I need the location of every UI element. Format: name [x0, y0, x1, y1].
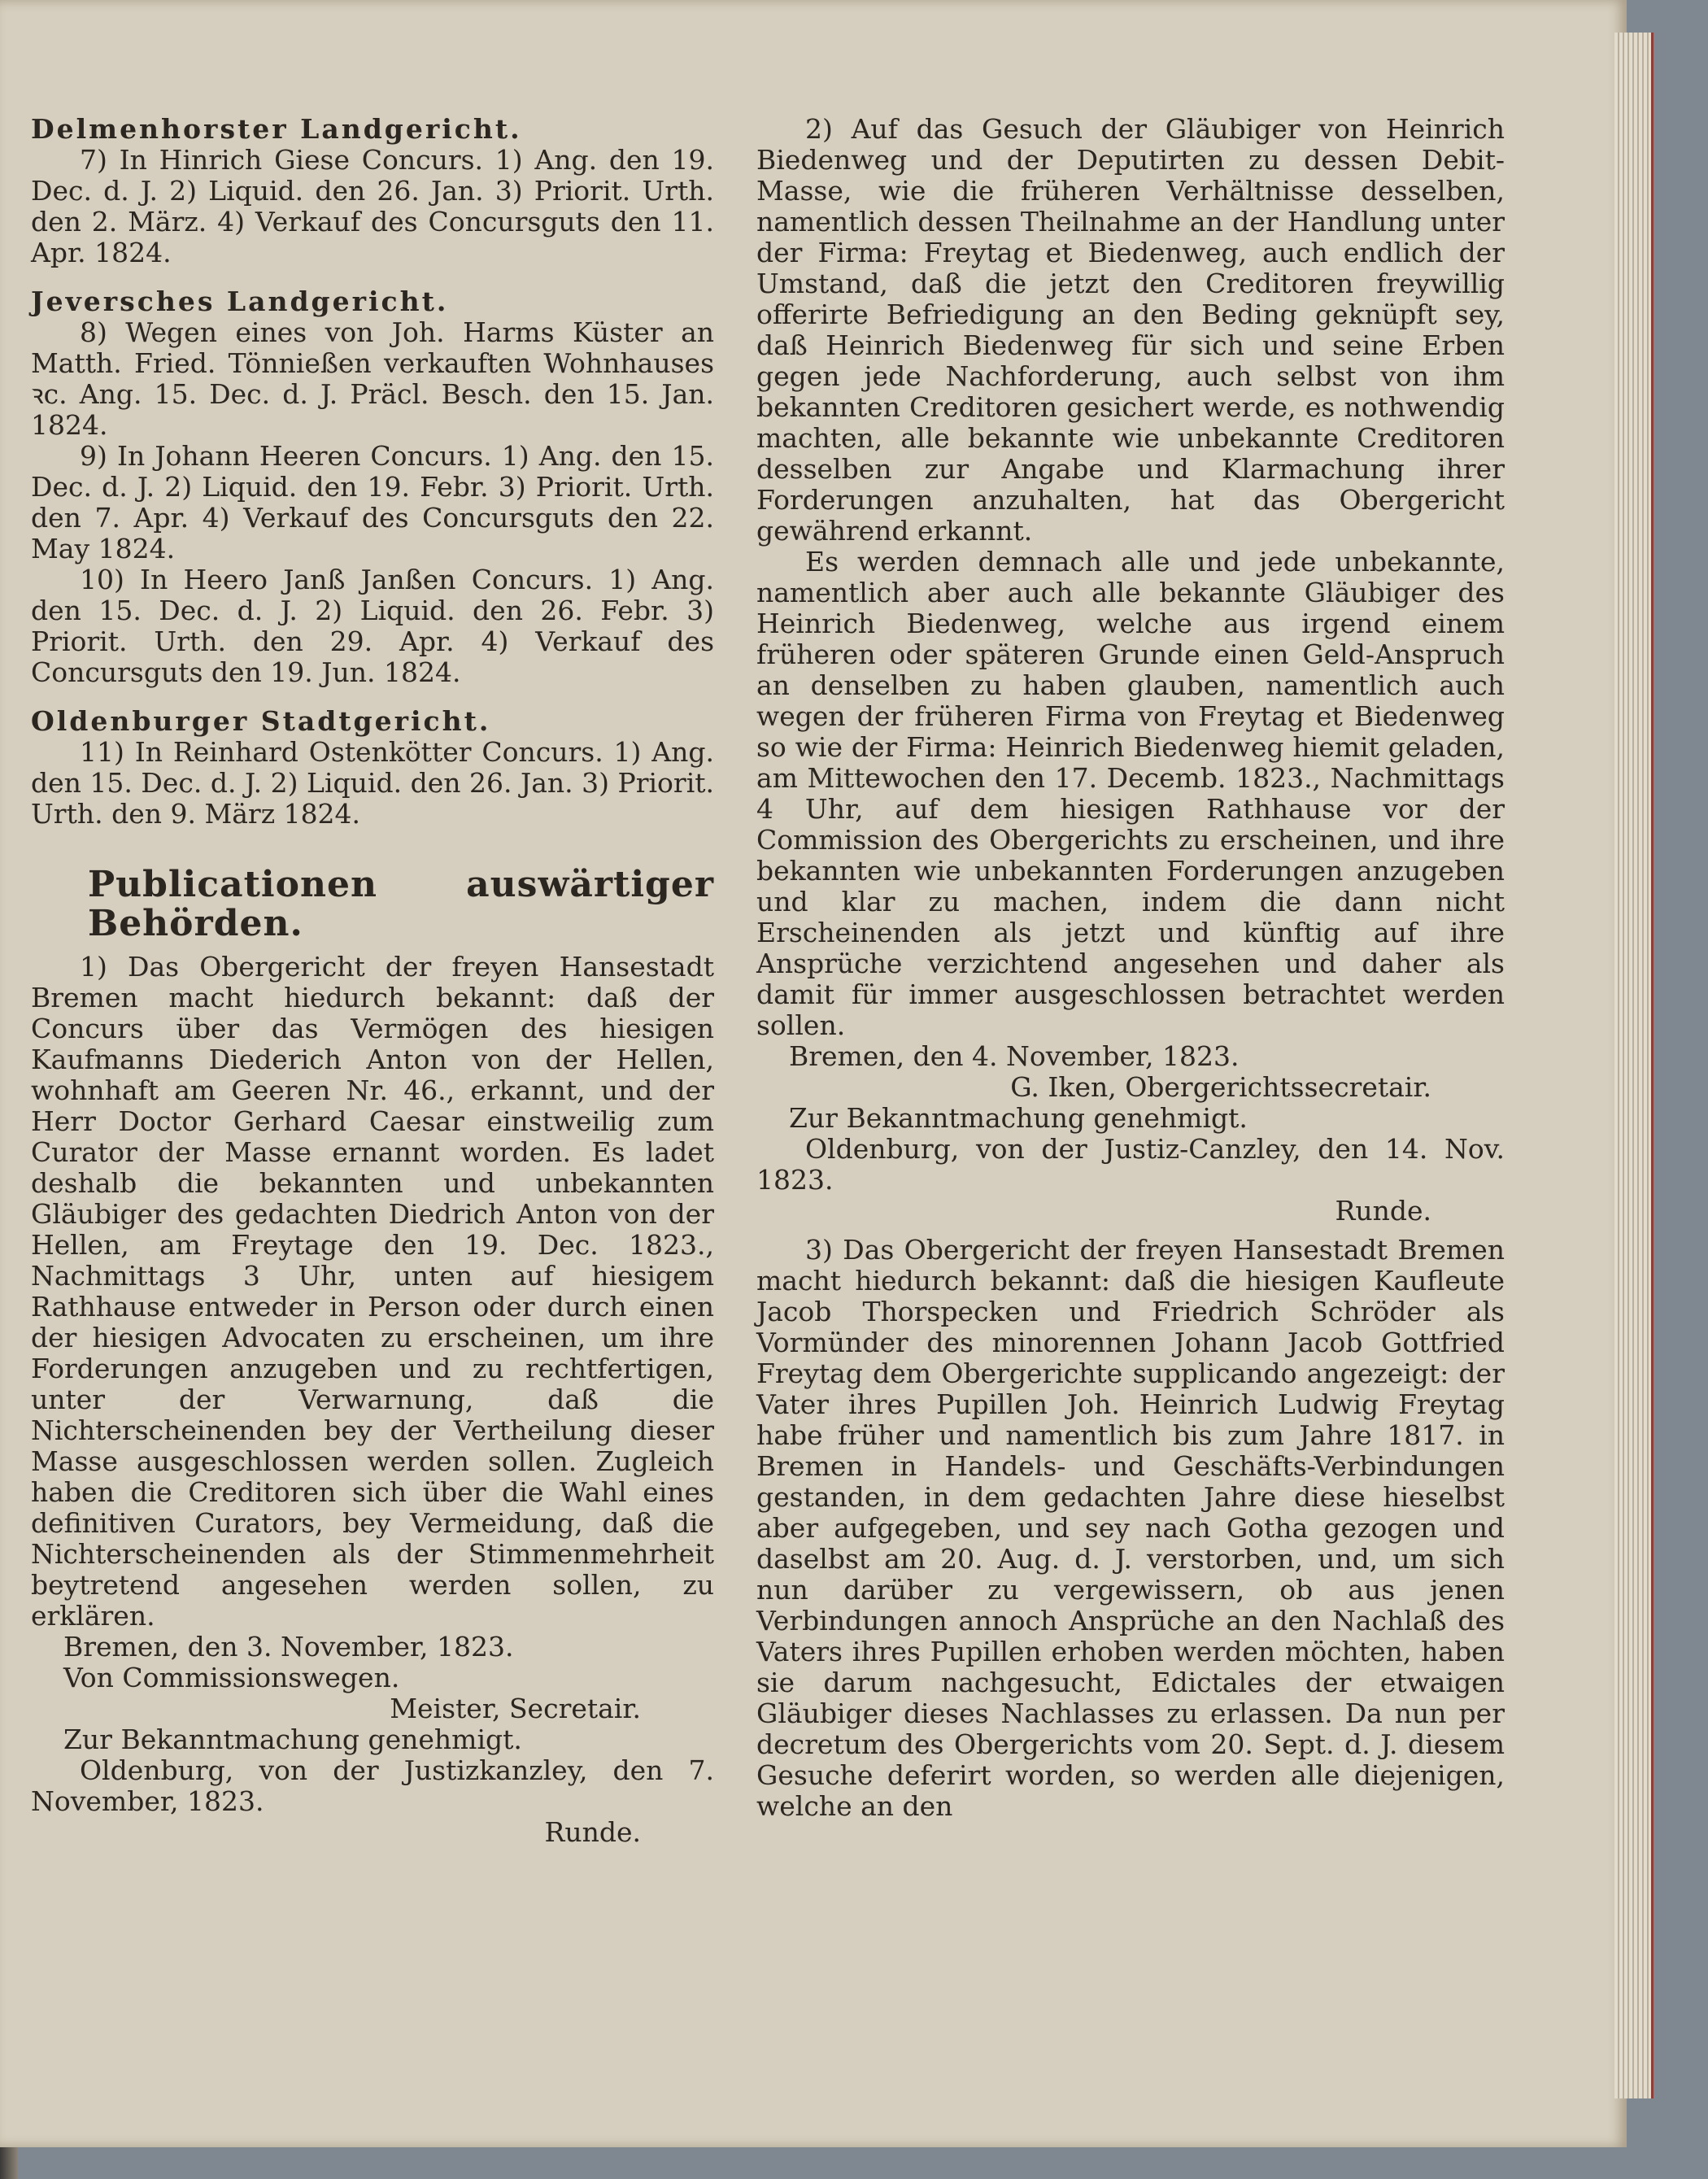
entry-8: 8) Wegen eines von Joh. Harms Küster an Matth. Fried. Tönnießen verkauften Wohnhauses ꝛc. Ang. 15. Dec. d. J. Präcl. Besch. den 15. Jan. 1824.	[31, 316, 714, 441]
publication-1-body: 1) Das Obergericht der freyen Hansestadt Bremen macht hiedurch bekannt: daß der Concurs über das Vermögen des hiesigen Kaufmanns Diederich Anton von der Hellen, wohnhaft am Geeren Nr. 46., erkannt, und der Herr Doctor Gerhard Caesar einstweilig zum Curator der Masse ernannt worden. Es ladet deshalb die bekannten und unbekannten Gläubiger des gedachten Diedrich Anton von der Hellen, am Freytage den 19. Dec. 1823., Nachmittags 3 Uhr, unten auf hiesigem Rathhause entweder in Person oder durch einen der hiesigen Advocaten zu erscheinen, um ihre Forderungen anzugeben und zu rechtfertigen, unter der Verwarnung, daß die Nichterscheinenden bey der Vertheilung dieser Masse ausgeschlossen werden sollen. Zugleich haben die Creditoren sich über die Wahl eines definitiven Curators, bey Vermeidung, daß die Nichterscheinenden als der Stimmenmehrheit beytretend angesehen werden sollen, zu erklären.	[31, 951, 714, 1632]
heading-delmenhorst: Delmenhorster Landgericht.	[31, 113, 522, 145]
publication-1-runde: Runde.	[544, 1816, 641, 1848]
entry-10: 10) In Heero Janß Janßen Concurs. 1) Ang. den 15. Dec. d. J. 2) Liquid. den 26. Febr. 3) Priorit. Urth. den 29. Apr. 4) Verkauf des Concursguts den 19. Jun. 1824.	[31, 564, 714, 688]
publication-1-date: Bremen, den 3. November, 1823.	[63, 1631, 514, 1663]
publication-1-oldenburg: Oldenburg, von der Justizkanzley, den 7. November, 1823.	[31, 1754, 714, 1817]
publication-2-signature: G. Iken, Obergerichtssecretair.	[1010, 1071, 1431, 1103]
entry-11: 11) In Reinhard Ostenkötter Concurs. 1) Ang. den 15. Dec. d. J. 2) Liquid. den 26. Jan. 3) Priorit. Urth. den 9. März 1824.	[31, 736, 714, 830]
publication-2-runde: Runde.	[1335, 1195, 1431, 1227]
right-column	[756, 114, 1505, 1822]
publication-2-approved: Zur Bekanntmachung genehmigt.	[789, 1102, 1248, 1134]
heading-jever: Jeversches Landgericht.	[31, 285, 449, 317]
entry-7: 7) In Hinrich Giese Concurs. 1) Ang. den 19. Dec. d. J. 2) Liquid. den 26. Jan. 3) Priorit. Urth. den 2. März. 4) Verkauf des Concursguts den 11. Apr. 1824.	[31, 144, 714, 268]
entry-9: 9) In Johann Heeren Concurs. 1) Ang. den 15. Dec. d. J. 2) Liquid. den 19. Febr. 3) Priorit. Urth. den 7. Apr. 4) Verkauf des Concursguts den 22. May 1824.	[31, 440, 714, 564]
heading-publicationen: Publicationen auswärtiger Behörden.	[88, 864, 714, 944]
publication-2-body-continued: Es werden demnach alle und jede unbekannte, namentlich aber auch alle bekannte Gläubiger des Heinrich Biedenweg, welche aus irgend einem früheren oder späteren Grunde einen Geld-Anspruch an denselben zu haben glauben, namentlich auch wegen der früheren Firma von Freytag et Biedenweg so wie der Firma: Heinrich Biedenweg hiemit geladen, am Mittewochen den 17. Decemb. 1823., Nachmittags 4 Uhr, auf dem hiesigen Rathhause vor der Commission des Obergerichts zu erscheinen, und ihre bekannten wie unbekannten Forderungen anzugeben und klar zu machen, indem die dann nicht Erscheinenden als jetzt und künftig auf ihre Ansprüche verzichtend angesehen und daher als damit für immer ausgeschlossen betrachtet werden sollen.	[756, 546, 1505, 1041]
publication-1-office: Von Commissionswegen.	[63, 1662, 400, 1693]
publication-3-body: 3) Das Obergericht der freyen Hansestadt Bremen macht hiedurch bekannt: daß die hiesigen Kaufleute Jacob Thorspecken und Friedrich Schröder als Vormünder des minorennen Johann Jacob Gottfried Freytag dem Obergerichte supplicando angezeigt: der Vater ihres Pupillen Joh. Heinrich Ludwig Freytag habe früher und namentlich bis zum Jahre 1817. in Bremen in Handels- und Geschäfts-Verbindungen gestanden, in dem gedachten Jahre diese hieselbst aber aufgegeben, und sey nach Gotha gezogen und daselbst am 20. Aug. d. J. verstorben, und, um sich nun darüber zu vergewissern, ob aus jenen Verbindungen annoch Ansprüche an den Nachlaß des Vaters ihres Pupillen erhoben werden möchten, haben sie darum nachgesucht, Edictales der etwaigen Gläubiger dieses Nachlasses zu erlassen. Da nun per decretum des Obergerichts vom 20. Sept. d. J. diesem Gesuche deferirt worden, so werden alle diejenigen, welche an den	[756, 1234, 1505, 1822]
page-edges-right	[1614, 33, 1654, 2098]
publication-1-approved: Zur Bekanntmachung genehmigt.	[63, 1724, 522, 1755]
heading-oldenburg-stadt: Oldenburger Stadtgericht.	[31, 705, 491, 737]
publication-2-oldenburg: Oldenburg, von der Justiz-Canzley, den 14. Nov. 1823.	[756, 1133, 1505, 1196]
publication-2-body: 2) Auf das Gesuch der Gläubiger von Heinrich Biedenweg und der Deputirten zu dessen Debit-Masse, wie die früheren Verhältnisse desselben, namentlich dessen Theilnahme an der Handlung unter der Firma: Freytag et Biedenweg, auch endlich der Umstand, daß die jetzt den Creditoren freywillig offerirte Befriedigung an den Beding geknüpft sey, daß Heinrich Biedenweg für sich und seine Erben gegen jede Nachforderung, auch selbst von ihm bekannten Creditoren gesichert werde, es nothwendig machten, alle bekannte wie unbekannte Creditoren desselben zur Angabe und Klarmachung ihrer Forderungen anzuhalten, hat das Obergericht gewährend erkannt.	[756, 113, 1505, 547]
left-column	[31, 114, 714, 1848]
publication-1-signature: Meister, Secretair.	[390, 1693, 641, 1724]
publication-2-date: Bremen, den 4. November, 1823.	[789, 1040, 1240, 1072]
